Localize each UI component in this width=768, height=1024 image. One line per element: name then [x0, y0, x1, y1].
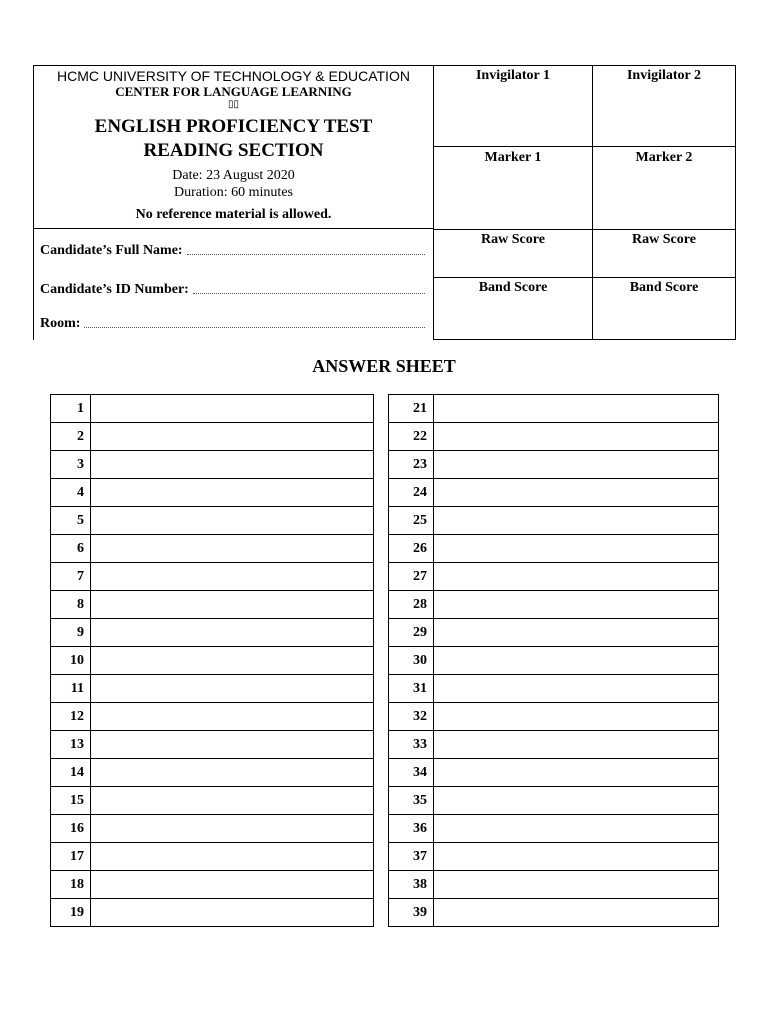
answer-cell[interactable] — [434, 843, 719, 871]
university-name: HCMC UNIVERSITY OF TECHNOLOGY & EDUCATION — [57, 68, 410, 84]
answer-row — [389, 675, 719, 703]
question-number: 12 — [51, 703, 91, 731]
answer-row — [51, 395, 374, 423]
answer-cell[interactable] — [91, 815, 374, 843]
marker-2-box[interactable] — [592, 146, 736, 230]
question-number: 30 — [389, 647, 434, 675]
answer-row — [51, 423, 374, 451]
raw-score-1-label: Raw Score — [481, 232, 545, 247]
answer-cell[interactable] — [91, 899, 374, 927]
answer-table-left — [50, 394, 374, 927]
answer-row — [51, 647, 374, 675]
question-number: 8 — [51, 591, 91, 619]
question-number: 15 — [51, 787, 91, 815]
answer-row — [389, 423, 719, 451]
answer-cell[interactable] — [434, 787, 719, 815]
test-header — [33, 65, 736, 340]
answer-cell[interactable] — [91, 871, 374, 899]
question-number: 16 — [51, 815, 91, 843]
test-title: ENGLISH PROFICIENCY TEST — [94, 116, 373, 137]
answer-row — [389, 871, 719, 899]
marker-2-label: Marker 2 — [635, 150, 693, 165]
question-number: 31 — [389, 675, 434, 703]
answer-row — [389, 395, 719, 423]
full-name-label: Candidate’s Full Name: — [40, 243, 183, 258]
answer-row — [389, 703, 719, 731]
room-line[interactable] — [84, 326, 425, 328]
question-number: 11 — [51, 675, 91, 703]
answer-row — [389, 815, 719, 843]
band-score-1-box[interactable] — [433, 277, 593, 340]
answer-row — [389, 619, 719, 647]
question-number: 35 — [389, 787, 434, 815]
answer-cell[interactable] — [434, 451, 719, 479]
question-number: 34 — [389, 759, 434, 787]
question-number: 33 — [389, 731, 434, 759]
answer-cell[interactable] — [434, 479, 719, 507]
answer-row — [51, 899, 374, 927]
answer-cell[interactable] — [91, 759, 374, 787]
answer-row — [51, 507, 374, 535]
answer-row — [51, 871, 374, 899]
answer-cell[interactable] — [434, 815, 719, 843]
answer-row — [389, 535, 719, 563]
answer-cell[interactable] — [91, 703, 374, 731]
marker-1-box[interactable] — [433, 146, 593, 230]
answer-cell[interactable] — [434, 731, 719, 759]
answer-row — [51, 451, 374, 479]
question-number: 37 — [389, 843, 434, 871]
answer-row — [51, 815, 374, 843]
id-number-line[interactable] — [193, 292, 425, 294]
id-number-field[interactable] — [40, 282, 425, 298]
center-name: CENTER FOR LANGUAGE LEARNING — [115, 84, 352, 99]
invigilator-1-box[interactable] — [433, 65, 593, 147]
answer-cell[interactable] — [91, 591, 374, 619]
test-info-panel — [33, 65, 433, 229]
question-number: 26 — [389, 535, 434, 563]
answer-cell[interactable] — [434, 619, 719, 647]
question-number: 38 — [389, 871, 434, 899]
marker-1-label: Marker 1 — [484, 150, 542, 165]
answer-row — [389, 787, 719, 815]
section-title: READING SECTION — [143, 140, 324, 161]
answer-cell[interactable] — [91, 507, 374, 535]
test-date: Date: 23 August 2020 — [172, 168, 295, 183]
question-number: 13 — [51, 731, 91, 759]
answer-cell[interactable] — [434, 563, 719, 591]
invigilator-2-box[interactable] — [592, 65, 736, 147]
answer-cell[interactable] — [434, 535, 719, 563]
question-number: 2 — [51, 423, 91, 451]
reference-note: No reference material is allowed. — [135, 207, 332, 222]
candidate-info-panel — [33, 229, 433, 340]
question-number: 21 — [389, 395, 434, 423]
answer-row — [389, 731, 719, 759]
question-number: 18 — [51, 871, 91, 899]
placeholder-glyph: ▯▯ — [227, 99, 239, 110]
answer-cell[interactable] — [91, 787, 374, 815]
invigilator-2-label: Invigilator 2 — [626, 68, 702, 83]
answer-cell[interactable] — [91, 731, 374, 759]
room-field[interactable] — [40, 316, 425, 332]
answer-row — [389, 759, 719, 787]
question-number: 28 — [389, 591, 434, 619]
answer-cell[interactable] — [434, 871, 719, 899]
answer-row — [51, 619, 374, 647]
answer-row — [51, 843, 374, 871]
question-number: 1 — [51, 395, 91, 423]
answer-cell[interactable] — [91, 395, 374, 423]
invigilator-1-label: Invigilator 1 — [475, 68, 551, 83]
answer-table-right — [388, 394, 719, 927]
question-number: 24 — [389, 479, 434, 507]
answer-row — [51, 563, 374, 591]
raw-score-2-box[interactable] — [592, 229, 736, 278]
answer-cell[interactable] — [91, 647, 374, 675]
answer-row — [389, 647, 719, 675]
answer-sheet-title: ANSWER SHEET — [312, 356, 456, 376]
answer-cell[interactable] — [91, 619, 374, 647]
answer-cell[interactable] — [434, 899, 719, 927]
question-number: 22 — [389, 423, 434, 451]
answer-cell[interactable] — [91, 535, 374, 563]
answer-row — [389, 479, 719, 507]
question-number: 25 — [389, 507, 434, 535]
question-number: 10 — [51, 647, 91, 675]
band-score-2-label: Band Score — [629, 280, 699, 295]
answer-cell[interactable] — [91, 563, 374, 591]
question-number: 23 — [389, 451, 434, 479]
answer-cell[interactable] — [434, 395, 719, 423]
answer-row — [389, 451, 719, 479]
question-number: 39 — [389, 899, 434, 927]
question-number: 6 — [51, 535, 91, 563]
full-name-field[interactable] — [40, 243, 425, 259]
question-number: 27 — [389, 563, 434, 591]
question-number: 7 — [51, 563, 91, 591]
answer-row — [51, 787, 374, 815]
answer-cell[interactable] — [434, 423, 719, 451]
answer-row — [51, 759, 374, 787]
answer-cell[interactable] — [91, 451, 374, 479]
answer-row — [389, 563, 719, 591]
raw-score-1-box[interactable] — [433, 229, 593, 278]
band-score-1-label: Band Score — [478, 280, 548, 295]
room-label: Room: — [40, 316, 81, 331]
answer-cell[interactable] — [434, 759, 719, 787]
officials-grid — [433, 65, 736, 340]
band-score-2-box[interactable] — [592, 277, 736, 340]
answer-cell[interactable] — [434, 675, 719, 703]
answer-row — [51, 591, 374, 619]
question-number: 19 — [51, 899, 91, 927]
answer-row — [389, 843, 719, 871]
question-number: 29 — [389, 619, 434, 647]
answer-row — [389, 591, 719, 619]
answer-cell[interactable] — [434, 647, 719, 675]
answer-row — [51, 675, 374, 703]
question-number: 14 — [51, 759, 91, 787]
answer-row — [51, 703, 374, 731]
id-number-label: Candidate’s ID Number: — [40, 282, 189, 297]
test-duration: Duration: 60 minutes — [174, 185, 293, 200]
answer-cell[interactable] — [91, 479, 374, 507]
question-number: 9 — [51, 619, 91, 647]
answer-cell[interactable] — [91, 843, 374, 871]
question-number: 5 — [51, 507, 91, 535]
answer-row — [51, 479, 374, 507]
answer-cell[interactable] — [434, 507, 719, 535]
question-number: 17 — [51, 843, 91, 871]
full-name-line[interactable] — [187, 253, 425, 255]
answer-row — [51, 535, 374, 563]
answer-row — [389, 507, 719, 535]
answer-cell[interactable] — [91, 423, 374, 451]
question-number: 36 — [389, 815, 434, 843]
question-number: 3 — [51, 451, 91, 479]
answer-row — [51, 731, 374, 759]
answer-cell[interactable] — [91, 675, 374, 703]
question-number: 4 — [51, 479, 91, 507]
raw-score-2-label: Raw Score — [632, 232, 696, 247]
answer-row — [389, 899, 719, 927]
question-number: 32 — [389, 703, 434, 731]
answer-cell[interactable] — [434, 703, 719, 731]
answer-cell[interactable] — [434, 591, 719, 619]
